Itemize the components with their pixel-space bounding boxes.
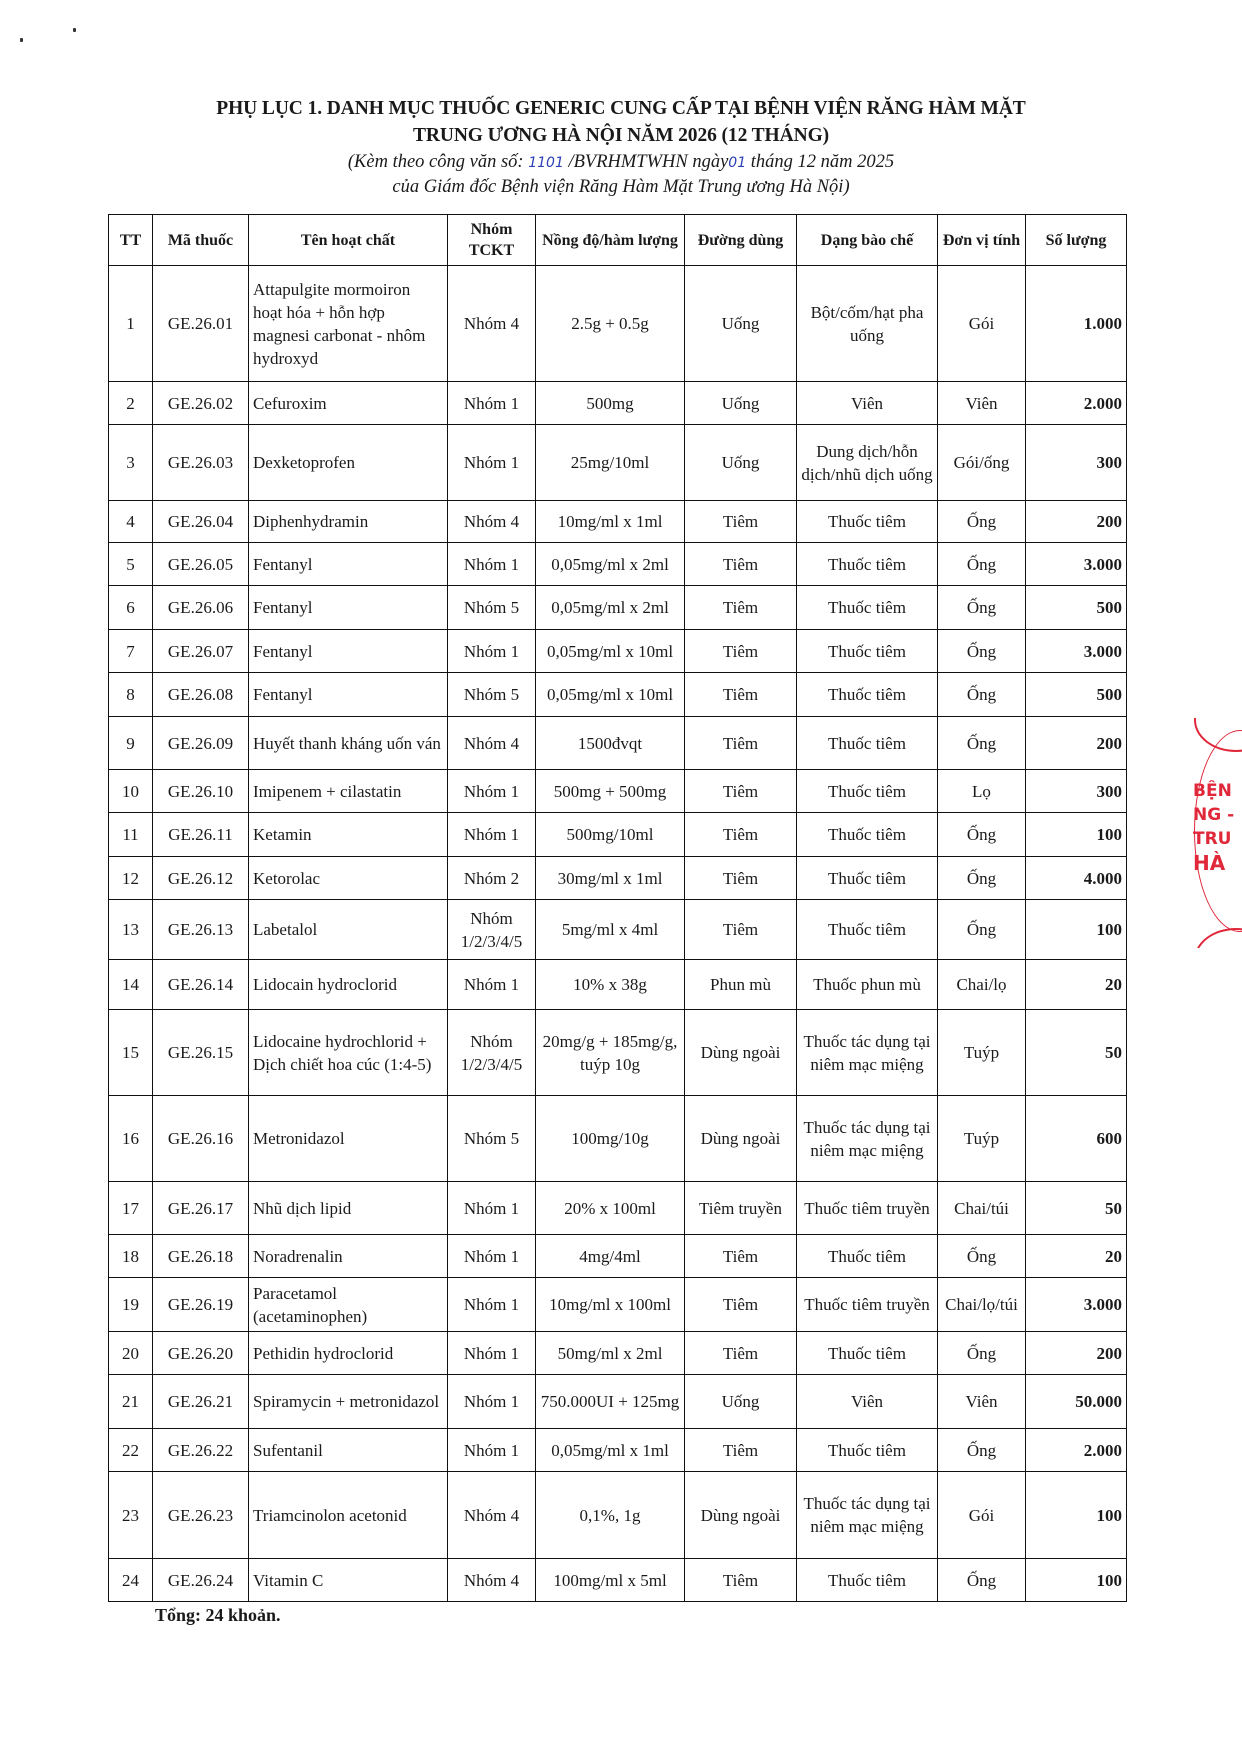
- cell-col-route: Tiêm: [685, 857, 797, 900]
- cell-col-drug-code: GE.26.13: [153, 900, 249, 960]
- cell-col-active-ingredient: Sufentanil: [249, 1429, 448, 1472]
- title-line-1: PHỤ LỤC 1. DANH MỤC THUỐC GENERIC CUNG CẤP TẠI BỆNH VIỆN RĂNG HÀM MẶT: [216, 98, 1026, 119]
- cell-col-strength: 0,05mg/ml x 10ml: [536, 630, 685, 673]
- cell-col-tt: 8: [109, 673, 153, 717]
- header-col-unit: Đơn vị tính: [938, 215, 1026, 266]
- cell-col-route: Tiêm: [685, 586, 797, 630]
- cell-col-quantity: 20: [1026, 1235, 1127, 1278]
- cell-col-tt: 3: [109, 425, 153, 501]
- cell-col-route: Tiêm: [685, 1559, 797, 1602]
- cell-col-strength: 10mg/ml x 100ml: [536, 1278, 685, 1332]
- cell-col-quantity: 3.000: [1026, 630, 1127, 673]
- cell-col-dosage-form: Viên: [797, 382, 938, 425]
- subtitle-line-1: [0, 150, 1242, 175]
- cell-col-unit: Lọ: [938, 770, 1026, 813]
- cell-col-drug-code: GE.26.24: [153, 1559, 249, 1602]
- cell-col-active-ingredient: Labetalol: [249, 900, 448, 960]
- cell-col-route: Phun mù: [685, 960, 797, 1010]
- cell-col-quantity: 100: [1026, 900, 1127, 960]
- cell-col-dosage-form: Thuốc tiêm: [797, 717, 938, 770]
- cell-col-tt: 10: [109, 770, 153, 813]
- header-col-tt: TT: [109, 215, 153, 266]
- subtitle-middle: /BVRHMTWHN ngày: [563, 152, 729, 172]
- cell-col-quantity: 100: [1026, 813, 1127, 857]
- cell-col-route: Dùng ngoài: [685, 1096, 797, 1182]
- official-stamp: [1190, 718, 1242, 948]
- cell-col-route: Uống: [685, 266, 797, 382]
- cell-col-unit: Gói: [938, 1472, 1026, 1559]
- cell-col-active-ingredient: Metronidazol: [249, 1096, 448, 1182]
- cell-col-active-ingredient: Fentanyl: [249, 673, 448, 717]
- cell-col-active-ingredient: Ketorolac: [249, 857, 448, 900]
- cell-col-active-ingredient: Paracetamol (acetaminophen): [249, 1278, 448, 1332]
- cell-col-group: Nhóm 1: [448, 1375, 536, 1429]
- cell-col-drug-code: GE.26.08: [153, 673, 249, 717]
- cell-col-quantity: 50.000: [1026, 1375, 1127, 1429]
- header-col-route: Đường dùng: [685, 215, 797, 266]
- cell-col-tt: 24: [109, 1559, 153, 1602]
- cell-col-dosage-form: Thuốc tiêm: [797, 813, 938, 857]
- cell-col-strength: 500mg/10ml: [536, 813, 685, 857]
- cell-col-active-ingredient: Spiramycin + metronidazol: [249, 1375, 448, 1429]
- cell-col-group: Nhóm 4: [448, 501, 536, 543]
- cell-col-route: Uống: [685, 425, 797, 501]
- table-header-row: [109, 215, 1127, 266]
- cell-col-quantity: 2.000: [1026, 382, 1127, 425]
- cell-col-strength: 750.000UI + 125mg: [536, 1375, 685, 1429]
- cell-col-route: Tiêm: [685, 1332, 797, 1375]
- cell-col-active-ingredient: Diphenhydramin: [249, 501, 448, 543]
- cell-col-group: Nhóm 1: [448, 543, 536, 586]
- handwritten-doc-number: 1101: [528, 155, 564, 171]
- cell-col-strength: 2.5g + 0.5g: [536, 266, 685, 382]
- cell-col-strength: 20mg/g + 185mg/g, tuýp 10g: [536, 1010, 685, 1096]
- table-row: [109, 425, 1127, 501]
- cell-col-unit: Ống: [938, 543, 1026, 586]
- cell-col-strength: 30mg/ml x 1ml: [536, 857, 685, 900]
- cell-col-strength: 0,1%, 1g: [536, 1472, 685, 1559]
- cell-col-active-ingredient: Fentanyl: [249, 586, 448, 630]
- cell-col-unit: Gói/ống: [938, 425, 1026, 501]
- cell-col-route: Tiêm: [685, 501, 797, 543]
- cell-col-quantity: 4.000: [1026, 857, 1127, 900]
- header-col-dosage-form: Dạng bào chế: [797, 215, 938, 266]
- table-row: [109, 1096, 1127, 1182]
- cell-col-unit: Ống: [938, 1235, 1026, 1278]
- cell-col-drug-code: GE.26.19: [153, 1278, 249, 1332]
- cell-col-unit: Chai/lọ/túi: [938, 1278, 1026, 1332]
- cell-col-tt: 23: [109, 1472, 153, 1559]
- cell-col-tt: 16: [109, 1096, 153, 1182]
- cell-col-strength: 500mg: [536, 382, 685, 425]
- cell-col-unit: Ống: [938, 1559, 1026, 1602]
- cell-col-dosage-form: Dung dịch/hỗn dịch/nhũ dịch uống: [797, 425, 938, 501]
- cell-col-dosage-form: Thuốc tiêm: [797, 1429, 938, 1472]
- cell-col-tt: 6: [109, 586, 153, 630]
- table-row: [109, 1429, 1127, 1472]
- header-col-drug-code: Mã thuốc: [153, 215, 249, 266]
- cell-col-quantity: 100: [1026, 1472, 1127, 1559]
- cell-col-strength: 100mg/ml x 5ml: [536, 1559, 685, 1602]
- cell-col-dosage-form: Thuốc tiêm: [797, 900, 938, 960]
- cell-col-route: Tiêm truyền: [685, 1182, 797, 1235]
- cell-col-dosage-form: Thuốc tiêm: [797, 1235, 938, 1278]
- cell-col-active-ingredient: Attapulgite mormoiron hoạt hóa + hỗn hợp magnesi carbonat - nhôm hydroxyd: [249, 266, 448, 382]
- cell-col-active-ingredient: Triamcinolon acetonid: [249, 1472, 448, 1559]
- cell-col-drug-code: GE.26.06: [153, 586, 249, 630]
- cell-col-quantity: 300: [1026, 770, 1127, 813]
- cell-col-active-ingredient: Lidocain hydroclorid: [249, 960, 448, 1010]
- cell-col-unit: Viên: [938, 382, 1026, 425]
- cell-col-group: Nhóm 2: [448, 857, 536, 900]
- cell-col-quantity: 2.000: [1026, 1429, 1127, 1472]
- cell-col-unit: Tuýp: [938, 1010, 1026, 1096]
- cell-col-drug-code: GE.26.14: [153, 960, 249, 1010]
- cell-col-group: Nhóm 1: [448, 382, 536, 425]
- cell-col-dosage-form: Thuốc tiêm: [797, 1332, 938, 1375]
- table-row: [109, 543, 1127, 586]
- cell-col-quantity: 500: [1026, 673, 1127, 717]
- cell-col-route: Tiêm: [685, 543, 797, 586]
- cell-col-drug-code: GE.26.02: [153, 382, 249, 425]
- cell-col-strength: 500mg + 500mg: [536, 770, 685, 813]
- cell-col-unit: Ống: [938, 1429, 1026, 1472]
- cell-col-tt: 7: [109, 630, 153, 673]
- cell-col-dosage-form: Thuốc tiêm: [797, 630, 938, 673]
- cell-col-tt: 4: [109, 501, 153, 543]
- header-col-active-ingredient: Tên hoạt chất: [249, 215, 448, 266]
- table-row: [109, 382, 1127, 425]
- table-row: [109, 266, 1127, 382]
- cell-col-drug-code: GE.26.01: [153, 266, 249, 382]
- cell-col-drug-code: GE.26.20: [153, 1332, 249, 1375]
- table-row: [109, 717, 1127, 770]
- cell-col-tt: 13: [109, 900, 153, 960]
- cell-col-tt: 2: [109, 382, 153, 425]
- cell-col-group: Nhóm 1: [448, 770, 536, 813]
- cell-col-group: Nhóm 5: [448, 586, 536, 630]
- cell-col-active-ingredient: Vitamin C: [249, 1559, 448, 1602]
- cell-col-dosage-form: Thuốc tiêm: [797, 586, 938, 630]
- cell-col-unit: Chai/lọ: [938, 960, 1026, 1010]
- cell-col-unit: Ống: [938, 673, 1026, 717]
- cell-col-quantity: 1.000: [1026, 266, 1127, 382]
- table-row: [109, 1472, 1127, 1559]
- cell-col-quantity: 20: [1026, 960, 1127, 1010]
- total-count: Tổng: 24 khoản.: [155, 1605, 281, 1625]
- scan-speck: [20, 38, 23, 42]
- cell-col-group: Nhóm 1: [448, 1278, 536, 1332]
- cell-col-group: Nhóm 1: [448, 813, 536, 857]
- cell-col-group: Nhóm 1: [448, 425, 536, 501]
- subtitle-prefix: (Kèm theo công văn số:: [347, 152, 529, 172]
- cell-col-tt: 19: [109, 1278, 153, 1332]
- table-row: [109, 1332, 1127, 1375]
- stamp-text-1: BỆN: [1193, 781, 1232, 801]
- cell-col-active-ingredient: Dexketoprofen: [249, 425, 448, 501]
- cell-col-active-ingredient: Imipenem + cilastatin: [249, 770, 448, 813]
- cell-col-active-ingredient: Fentanyl: [249, 543, 448, 586]
- cell-col-unit: Chai/túi: [938, 1182, 1026, 1235]
- cell-col-dosage-form: Thuốc tiêm: [797, 1559, 938, 1602]
- cell-col-strength: 1500đvqt: [536, 717, 685, 770]
- cell-col-tt: 14: [109, 960, 153, 1010]
- cell-col-drug-code: GE.26.09: [153, 717, 249, 770]
- cell-col-route: Tiêm: [685, 1235, 797, 1278]
- cell-col-dosage-form: Thuốc tiêm truyền: [797, 1182, 938, 1235]
- cell-col-tt: 15: [109, 1010, 153, 1096]
- cell-col-dosage-form: Thuốc tác dụng tại niêm mạc miệng: [797, 1096, 938, 1182]
- cell-col-tt: 12: [109, 857, 153, 900]
- subtitle-suffix: tháng 12 năm 2025: [746, 152, 895, 172]
- cell-col-strength: 0,05mg/ml x 2ml: [536, 543, 685, 586]
- stamp-text-2: NG -: [1193, 805, 1235, 825]
- cell-col-tt: 18: [109, 1235, 153, 1278]
- cell-col-unit: Ống: [938, 900, 1026, 960]
- cell-col-quantity: 600: [1026, 1096, 1127, 1182]
- cell-col-group: Nhóm 1: [448, 1235, 536, 1278]
- cell-col-active-ingredient: Nhũ dịch lipid: [249, 1182, 448, 1235]
- subtitle-line-2: của Giám đốc Bệnh viện Răng Hàm Mặt Trung ương Hà Nội): [392, 177, 850, 197]
- cell-col-strength: 4mg/4ml: [536, 1235, 685, 1278]
- cell-col-dosage-form: Thuốc phun mù: [797, 960, 938, 1010]
- cell-col-drug-code: GE.26.03: [153, 425, 249, 501]
- cell-col-group: Nhóm 1: [448, 1182, 536, 1235]
- cell-col-drug-code: GE.26.23: [153, 1472, 249, 1559]
- cell-col-tt: 17: [109, 1182, 153, 1235]
- cell-col-strength: 0,05mg/ml x 2ml: [536, 586, 685, 630]
- cell-col-dosage-form: Thuốc tiêm: [797, 857, 938, 900]
- cell-col-group: Nhóm 1: [448, 960, 536, 1010]
- cell-col-dosage-form: Bột/cốm/hạt pha uống: [797, 266, 938, 382]
- table-row: [109, 586, 1127, 630]
- cell-col-unit: Ống: [938, 630, 1026, 673]
- cell-col-drug-code: GE.26.11: [153, 813, 249, 857]
- table-row: [109, 1278, 1127, 1332]
- cell-col-active-ingredient: Cefuroxim: [249, 382, 448, 425]
- cell-col-route: Tiêm: [685, 770, 797, 813]
- cell-col-quantity: 200: [1026, 717, 1127, 770]
- cell-col-active-ingredient: Ketamin: [249, 813, 448, 857]
- cell-col-group: Nhóm 5: [448, 673, 536, 717]
- header-col-strength: Nồng độ/hàm lượng: [536, 215, 685, 266]
- cell-col-drug-code: GE.26.18: [153, 1235, 249, 1278]
- table-row: [109, 630, 1127, 673]
- table-row: [109, 770, 1127, 813]
- cell-col-dosage-form: Thuốc tiêm: [797, 673, 938, 717]
- cell-col-unit: Ống: [938, 1332, 1026, 1375]
- cell-col-quantity: 50: [1026, 1182, 1127, 1235]
- table-row: [109, 857, 1127, 900]
- cell-col-dosage-form: Thuốc tiêm truyền: [797, 1278, 938, 1332]
- cell-col-quantity: 300: [1026, 425, 1127, 501]
- cell-col-drug-code: GE.26.15: [153, 1010, 249, 1096]
- cell-col-dosage-form: Thuốc tác dụng tại niêm mạc miệng: [797, 1010, 938, 1096]
- document-title: [0, 95, 1242, 149]
- table-row: [109, 1010, 1127, 1096]
- table-row: [109, 501, 1127, 543]
- cell-col-strength: 50mg/ml x 2ml: [536, 1332, 685, 1375]
- cell-col-dosage-form: Thuốc tiêm: [797, 543, 938, 586]
- cell-col-strength: 10% x 38g: [536, 960, 685, 1010]
- cell-col-group: Nhóm 4: [448, 266, 536, 382]
- table-row: [109, 1559, 1127, 1602]
- cell-col-group: Nhóm 1: [448, 630, 536, 673]
- cell-col-drug-code: GE.26.04: [153, 501, 249, 543]
- table-row: [109, 1235, 1127, 1278]
- cell-col-route: Uống: [685, 1375, 797, 1429]
- cell-col-quantity: 3.000: [1026, 543, 1127, 586]
- cell-col-drug-code: GE.26.05: [153, 543, 249, 586]
- cell-col-strength: 10mg/ml x 1ml: [536, 501, 685, 543]
- table-row: [109, 1375, 1127, 1429]
- cell-col-drug-code: GE.26.17: [153, 1182, 249, 1235]
- cell-col-unit: Tuýp: [938, 1096, 1026, 1182]
- table-body: [109, 266, 1127, 1602]
- cell-col-unit: Gói: [938, 266, 1026, 382]
- cell-col-active-ingredient: Lidocaine hydrochlorid + Dịch chiết hoa cúc (1:4-5): [249, 1010, 448, 1096]
- cell-col-tt: 20: [109, 1332, 153, 1375]
- cell-col-drug-code: GE.26.07: [153, 630, 249, 673]
- cell-col-tt: 11: [109, 813, 153, 857]
- handwritten-day: 01: [728, 155, 747, 171]
- cell-col-active-ingredient: Pethidin hydroclorid: [249, 1332, 448, 1375]
- cell-col-group: Nhóm 5: [448, 1096, 536, 1182]
- cell-col-drug-code: GE.26.10: [153, 770, 249, 813]
- cell-col-group: Nhóm 1: [448, 1332, 536, 1375]
- cell-col-group: Nhóm 1/2/3/4/5: [448, 1010, 536, 1096]
- table-row: [109, 960, 1127, 1010]
- cell-col-drug-code: GE.26.12: [153, 857, 249, 900]
- cell-col-strength: 100mg/10g: [536, 1096, 685, 1182]
- cell-col-quantity: 500: [1026, 586, 1127, 630]
- cell-col-group: Nhóm 4: [448, 717, 536, 770]
- document-subtitle: [0, 150, 1242, 199]
- cell-col-route: Tiêm: [685, 1278, 797, 1332]
- cell-col-dosage-form: Thuốc tác dụng tại niêm mạc miệng: [797, 1472, 938, 1559]
- title-line-2: TRUNG ƯƠNG HÀ NỘI NĂM 2026 (12 THÁNG): [412, 125, 830, 146]
- cell-col-tt: 21: [109, 1375, 153, 1429]
- cell-col-drug-code: GE.26.21: [153, 1375, 249, 1429]
- cell-col-route: Uống: [685, 382, 797, 425]
- cell-col-unit: Ống: [938, 717, 1026, 770]
- cell-col-tt: 5: [109, 543, 153, 586]
- cell-col-strength: 0,05mg/ml x 1ml: [536, 1429, 685, 1472]
- cell-col-strength: 25mg/10ml: [536, 425, 685, 501]
- cell-col-group: Nhóm 4: [448, 1559, 536, 1602]
- cell-col-tt: 9: [109, 717, 153, 770]
- cell-col-unit: Viên: [938, 1375, 1026, 1429]
- cell-col-tt: 22: [109, 1429, 153, 1472]
- cell-col-route: Tiêm: [685, 630, 797, 673]
- cell-col-route: Dùng ngoài: [685, 1010, 797, 1096]
- cell-col-active-ingredient: Fentanyl: [249, 630, 448, 673]
- cell-col-quantity: 200: [1026, 501, 1127, 543]
- cell-col-route: Tiêm: [685, 1429, 797, 1472]
- cell-col-quantity: 3.000: [1026, 1278, 1127, 1332]
- cell-col-active-ingredient: Noradrenalin: [249, 1235, 448, 1278]
- cell-col-quantity: 50: [1026, 1010, 1127, 1096]
- cell-col-active-ingredient: Huyết thanh kháng uốn ván: [249, 717, 448, 770]
- cell-col-drug-code: GE.26.16: [153, 1096, 249, 1182]
- stamp-ring-bottom: [1194, 928, 1242, 948]
- cell-col-group: Nhóm 1: [448, 1429, 536, 1472]
- header-col-quantity: Số lượng: [1026, 215, 1127, 266]
- table-row: [109, 1182, 1127, 1235]
- cell-col-dosage-form: Thuốc tiêm: [797, 770, 938, 813]
- cell-col-unit: Ống: [938, 813, 1026, 857]
- stamp-text-3: TRU: [1193, 829, 1232, 849]
- table-row: [109, 673, 1127, 717]
- header-col-group: Nhóm TCKT: [448, 215, 536, 266]
- cell-col-quantity: 100: [1026, 1559, 1127, 1602]
- cell-col-route: Tiêm: [685, 900, 797, 960]
- scan-speck: [73, 28, 76, 32]
- cell-col-unit: Ống: [938, 586, 1026, 630]
- table-row: [109, 813, 1127, 857]
- cell-col-tt: 1: [109, 266, 153, 382]
- cell-col-group: Nhóm 4: [448, 1472, 536, 1559]
- cell-col-route: Tiêm: [685, 813, 797, 857]
- cell-col-strength: 20% x 100ml: [536, 1182, 685, 1235]
- cell-col-dosage-form: Viên: [797, 1375, 938, 1429]
- cell-col-drug-code: GE.26.22: [153, 1429, 249, 1472]
- cell-col-strength: 5mg/ml x 4ml: [536, 900, 685, 960]
- cell-col-strength: 0,05mg/ml x 10ml: [536, 673, 685, 717]
- cell-col-unit: Ống: [938, 501, 1026, 543]
- cell-col-route: Tiêm: [685, 673, 797, 717]
- table-row: [109, 900, 1127, 960]
- cell-col-quantity: 200: [1026, 1332, 1127, 1375]
- cell-col-route: Tiêm: [685, 717, 797, 770]
- stamp-text-4: HÀ: [1193, 851, 1226, 875]
- cell-col-group: Nhóm 1/2/3/4/5: [448, 900, 536, 960]
- cell-col-route: Dùng ngoài: [685, 1472, 797, 1559]
- drug-table: [108, 214, 1127, 1602]
- cell-col-unit: Ống: [938, 857, 1026, 900]
- cell-col-dosage-form: Thuốc tiêm: [797, 501, 938, 543]
